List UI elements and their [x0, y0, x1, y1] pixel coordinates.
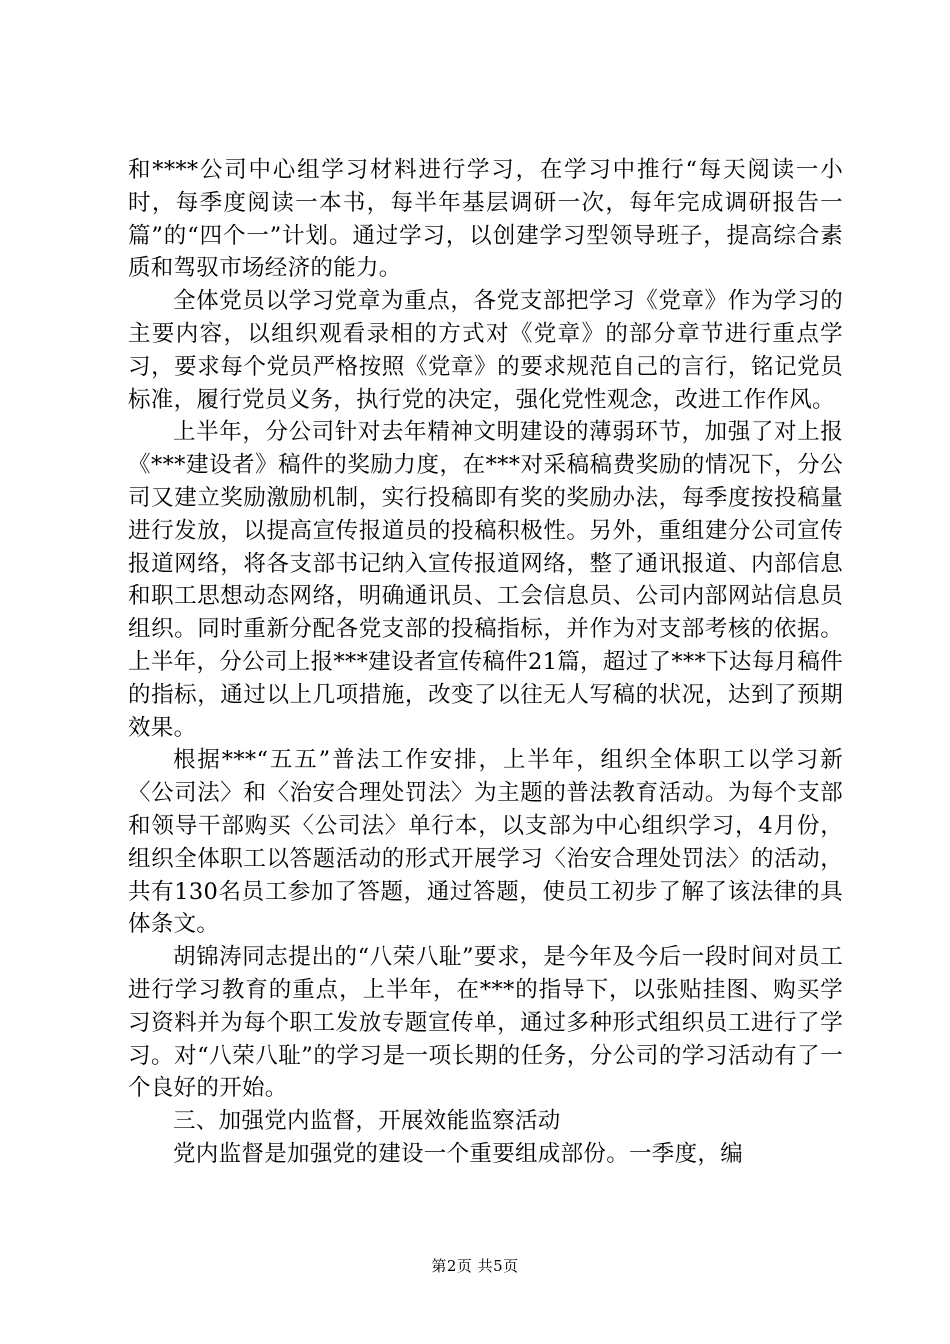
- page-number-footer: 第2页 共5页: [431, 1257, 519, 1275]
- paragraph-5: 胡锦涛同志提出的“八荣八耻”要求，是今年及今后一段时间对员工进行学习教育的重点，上半年，在***的指导下，以张贴挂图、购买学习资料并为每个职工发放专题宣传单，通过多种形式组织员工进行了学习。对“八荣八耻”的学习是一项长期的任务，分公司的学习活动有了一个良好的开始。: [128, 944, 843, 1102]
- paragraph-1: 和****公司中心组学习材料进行学习，在学习中推行“每天阅读一小时，每季度阅读一本书，每半年基层调研一次，每年完成调研报告一篇”的“四个一”计划。通过学习，以创建学习型领导班子，提高综合素质和驾驭市场经济的能力。: [128, 157, 843, 282]
- section-heading: 三、加强党内监督，开展效能监察活动: [173, 1108, 561, 1135]
- paragraph-2: 全体党员以学习党章为重点，各党支部把学习《党章》作为学习的主要内容，以组织观看录相的方式对《党章》的部分章节进行重点学习，要求每个党员严格按照《党章》的要求规范自己的言行，铭记党员标准，履行党员义务，执行党的决定，强化党性观念，改进工作作风。: [128, 288, 843, 413]
- paragraph-4: 根据***“五五”普法工作安排，上半年，组织全体职工以学习新〈公司法〉和〈治安合理处罚法〉为主题的普法教育活动。为每个支部和领导干部购买〈公司法〉单行本，以支部为中心组织学习，4月份，组织全体职工以答题活动的形式开展学习〈治安合理处罚法〉的活动，共有130名员工参加了答题，通过答题，使员工初步了解了该法律的具体条文。: [128, 747, 843, 938]
- document-body: [128, 154, 843, 1171]
- paragraph-3: 上半年，分公司针对去年精神文明建设的薄弱环节，加强了对上报《***建设者》稿件的奖励力度，在***对采稿稿费奖励的情况下，分公司又建立奖励激励机制，实行投稿即有奖的奖励办法，每季度按投稿量进行发放，以提高宣传报道员的投稿积极性。另外，重组建分公司宣传报道网络，将各支部书记纳入宣传报道网络，整了通讯报道、内部信息和职工思想动态网络，明确通讯员、工会信息员、公司内部网站信息员组织。同时重新分配各党支部的投稿指标，并作为对支部考核的依据。上半年，分公司上报***建设者宣传稿件21篇，超过了***下达每月稿件的指标，通过以上几项措施，改变了以往无人写稿的状况，达到了预期效果。: [128, 419, 843, 741]
- paragraph-6: 党内监督是加强党的建设一个重要组成部份。一季度，编: [173, 1140, 744, 1167]
